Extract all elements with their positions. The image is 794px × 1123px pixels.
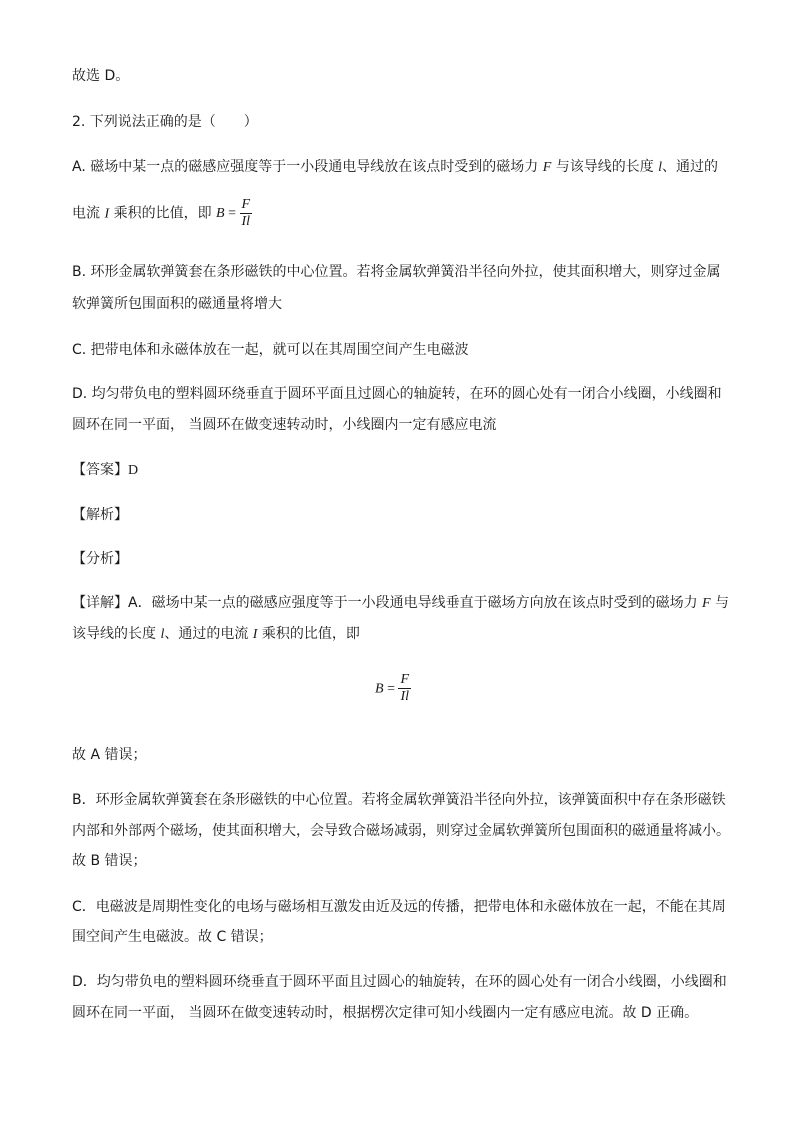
text: B．环形金属软弹簧套在条形磁铁的中心位置。若将金属软弹簧沿半径向外拉，该弹簧面积中存在条形磁铁 — [72, 792, 726, 808]
fraction-denominator: Il — [241, 213, 251, 229]
option-d-line-1 — [72, 384, 722, 404]
text: D．均匀带负电的塑料圆环绕垂直于圆环平面且过圆心的轴旋转，在环的圆心处有一闭合小线圈，小线圈和 — [72, 974, 727, 990]
text: 围空间产生电磁波。故 C 错误； — [72, 929, 273, 945]
detail-d-line-1 — [72, 972, 727, 992]
text: 乘积的比值，即 — [257, 626, 360, 642]
a-wrong-line — [72, 745, 146, 765]
text: 与该导线的长度 — [551, 159, 659, 175]
option-b-line-2 — [72, 294, 282, 314]
formula-equals: = — [224, 206, 240, 221]
answer-tag: 【答案】 — [72, 462, 128, 478]
prev-answer-line — [72, 66, 129, 86]
display-formula — [375, 672, 411, 705]
inline-formula — [216, 196, 252, 231]
text: 故 A 错误； — [72, 747, 147, 763]
formula-fraction — [398, 672, 411, 705]
text: 乘积的比值，即 — [109, 205, 217, 222]
formula-equals: = — [383, 681, 399, 697]
text: 圆环在同一平面， 当圆环在做变速转动时，根据楞次定律可知小线圈内一定有感应电流。故 D 正确。 — [72, 1005, 699, 1021]
detail-tag: 【详解】 — [72, 595, 128, 611]
text: 软弹簧所包围面积的磁通量将增大 — [72, 296, 282, 312]
answer-line — [72, 460, 138, 481]
analysis-sub-heading — [72, 549, 128, 569]
text: 电流 — [72, 205, 105, 222]
symbol-F: F — [702, 596, 711, 611]
formula-fraction — [240, 197, 253, 230]
analysis-heading — [72, 505, 128, 525]
text: 内部和外部两个磁场，使其面积增大，会导致合磁场减弱，则穿过金属软弹簧所包围面积的磁通量将减小。 — [72, 823, 730, 839]
formula-lhs: B — [375, 681, 384, 697]
option-b-line-1 — [72, 262, 721, 282]
answer-value: D — [128, 463, 139, 478]
option-d-line-2 — [72, 415, 496, 435]
option-a-line-2 — [72, 196, 252, 232]
text: 故 B 错误； — [72, 853, 147, 869]
symbol-F: F — [542, 160, 552, 175]
detail-a-line-2 — [72, 624, 360, 645]
detail-d-line-2 — [72, 1003, 698, 1023]
text: A. 磁场中某一点的磁感应强度等于一小段通电导线放在该点时受到的磁场力 — [72, 159, 543, 175]
detail-b-line-1 — [72, 790, 726, 810]
question-title — [72, 112, 258, 132]
option-c-line — [72, 340, 469, 360]
text: 【解析】 — [72, 507, 128, 523]
text: B. 环形金属软弹簧套在条形磁铁的中心位置。若将金属软弹簧沿半径向外拉，使其面积增大，则穿过金属 — [72, 264, 721, 280]
option-a-line-1 — [72, 157, 718, 178]
text: 2. 下列说法正确的是（ ） — [72, 114, 258, 130]
text: 圆环在同一平面， 当圆环在做变速转动时，小线圈内一定有感应电流 — [72, 417, 497, 433]
fraction-numerator: F — [241, 196, 251, 212]
symbol-l: l — [160, 627, 165, 642]
formula-lhs: B — [216, 206, 225, 221]
text: 该导线的长度 — [72, 626, 161, 642]
text: 【分析】 — [72, 551, 128, 567]
text: 、通过的 — [662, 159, 719, 175]
detail-c-line-2 — [72, 927, 273, 947]
detail-a-line-1 — [72, 593, 729, 614]
detail-b-line-3 — [72, 851, 147, 871]
text: C．电磁波是周期性变化的电场与磁场相互激发由近及远的传播，把带电体和永磁体放在一起，不能在其周 — [72, 899, 726, 915]
text: C. 把带电体和永磁体放在一起，就可以在其周围空间产生电磁波 — [72, 342, 469, 358]
text: D. 均匀带负电的塑料圆环绕垂直于圆环平面且过圆心的轴旋转，在环的圆心处有一闭合小线圈，小线圈和 — [72, 386, 722, 402]
text: 与 — [710, 595, 730, 611]
fraction-numerator: F — [400, 672, 410, 687]
text: A．磁场中某一点的磁感应强度等于一小段通电导线垂直于磁场方向放在该点时受到的磁场力 — [128, 595, 703, 611]
symbol-I: I — [252, 627, 258, 642]
symbol-l: l — [658, 160, 663, 175]
detail-c-line-1 — [72, 897, 726, 917]
text: 、通过的电流 — [164, 626, 253, 642]
symbol-I: I — [104, 206, 110, 222]
detail-b-line-2 — [72, 821, 730, 841]
text: 故选 D。 — [72, 68, 130, 84]
fraction-denominator: Il — [400, 689, 410, 704]
